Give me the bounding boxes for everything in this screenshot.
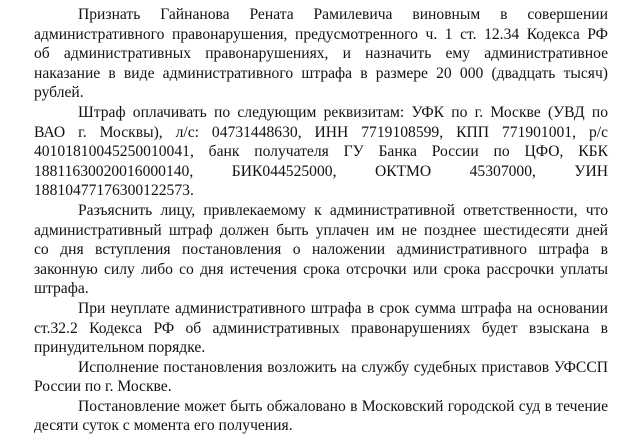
text-line: Штраф оплачивать по следующим реквизитам: УФК по г. Москве (УВД по: [78, 103, 608, 121]
paragraph-appeal: [34, 397, 608, 436]
text-line: штрафа.: [34, 280, 89, 298]
text-line: При неуплате административного штрафа в срок сумма штрафа на основании: [78, 299, 608, 317]
text-line: Исполнение постановления возложить на службу судебных приставов УФССП: [78, 358, 608, 376]
text-line: наказание в виде административного штрафа в размере 20 000 (двадцать тысяч): [34, 64, 608, 82]
text-line: Разъяснить лицу, привлекаемому к административной ответственности, что: [78, 201, 608, 219]
paragraph-verdict: [34, 5, 608, 103]
text-line: 40101810045250010041, банк получателя ГУ Банка России по ЦФО, КБК: [34, 143, 608, 161]
text-line: законную силу либо со дня истечения срока отсрочки или срока рассрочки уплаты: [34, 260, 608, 278]
text-line: ст.32.2 Кодекса РФ об административных правонарушениях будет взыскана в: [34, 319, 608, 337]
text-line: десяти суток с момента его получения.: [34, 417, 293, 435]
text-line: административного правонарушения, предусмотренного ч. 1 ст. 12.34 Кодекса РФ: [34, 25, 608, 43]
paragraph-payment-details: [34, 103, 608, 201]
text-line: об административных правонарушениях, и назначить ему административное: [34, 45, 608, 63]
text-line: России по г. Москве.: [34, 378, 172, 396]
text-line: Признать Гайнанова Рената Рамилевича виновным в совершении: [78, 6, 608, 23]
text-line: ВАО г. Москвы), л/с: 04731448630, ИНН 7719108599, КПП 771901001, р/с: [34, 123, 608, 141]
text-line: Постановление может быть обжаловано в Московский городской суд в течение: [78, 397, 608, 415]
text-line: принудительном порядке.: [34, 339, 206, 357]
paragraph-non-payment: [34, 299, 608, 358]
text-line: административный штраф должен быть уплачен им не позднее шестидесяти дней: [34, 221, 608, 239]
text-line: 18811630020016000140, БИК044525000, ОКТМО 45307000, УИН: [34, 162, 608, 180]
text-line: 18810477176300122573.: [34, 182, 194, 200]
paragraph-explanation: [34, 201, 608, 299]
paragraph-enforcement: [34, 358, 608, 397]
text-line: со дня вступления постановления о наложении административного штрафа в: [34, 241, 608, 259]
text-line: рублей.: [34, 84, 84, 102]
